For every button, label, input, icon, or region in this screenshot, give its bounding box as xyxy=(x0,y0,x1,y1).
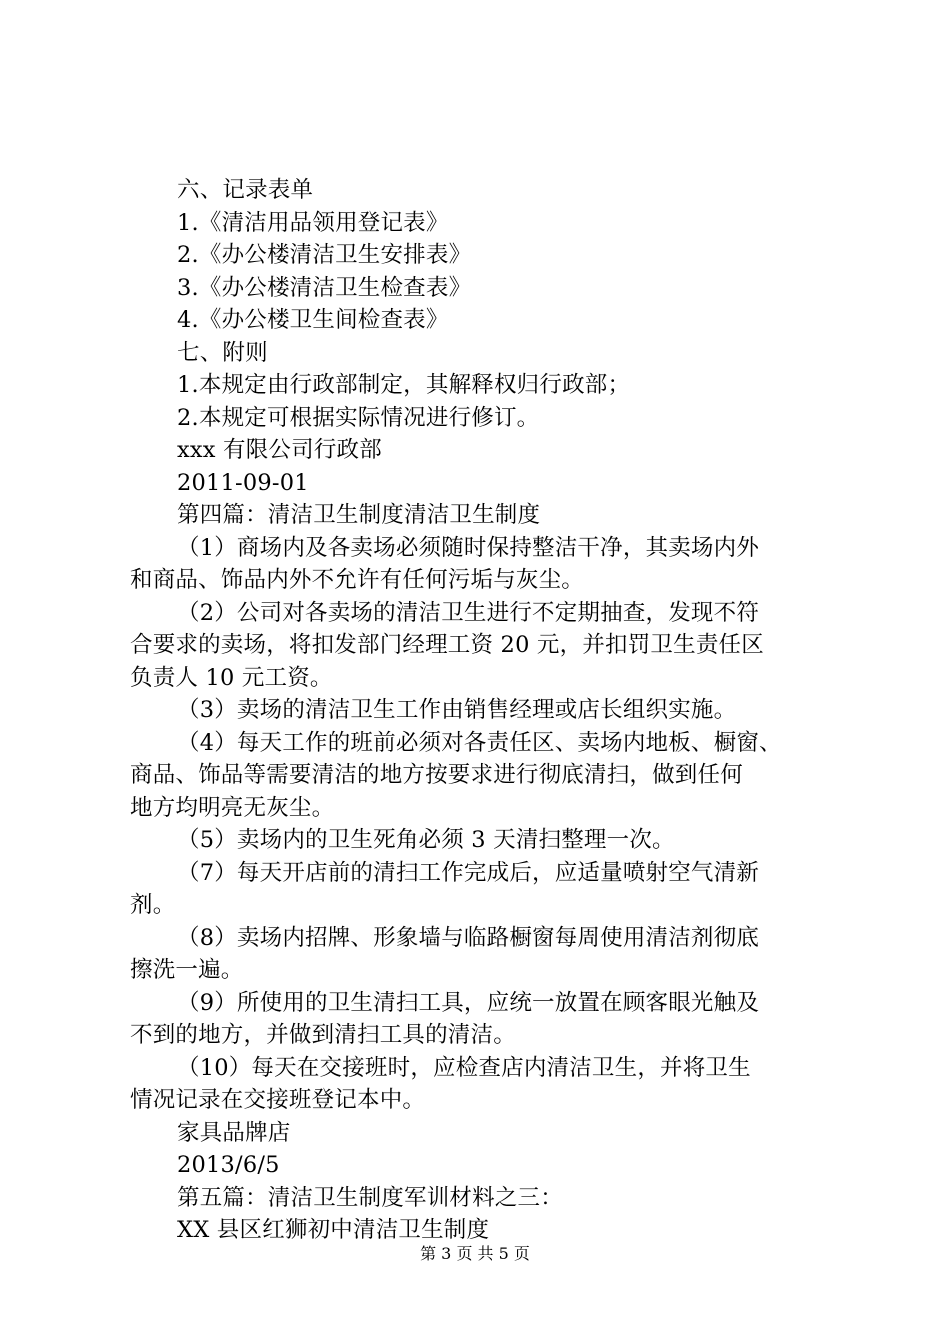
document-line: （1）商场内及各卖场必须随时保持整洁干净，其卖场内外 xyxy=(177,534,760,561)
document-line: （8）卖场内招牌、形象墙与临路橱窗每周使用清洁剂彻底 xyxy=(177,924,760,951)
document-line: 擦洗一遍。 xyxy=(130,957,244,983)
document-line: XX 县区红狮初中清洁卫生制度 xyxy=(177,1217,490,1243)
document-line: （3）卖场的清洁卫生工作由销售经理或店长组织实施。 xyxy=(177,697,737,723)
document-line: xxx 有限公司行政部 xyxy=(177,437,382,463)
document-line: 3.《办公楼清洁卫生检查表》 xyxy=(177,274,472,301)
document-line: （9）所使用的卫生清扫工具，应统一放置在顾客眼光触及 xyxy=(177,989,760,1016)
document-line: 情况记录在交接班登记本中。 xyxy=(130,1087,426,1113)
document-line: （10）每天在交接班时，应检查店内清洁卫生，并将卫生 xyxy=(177,1054,751,1081)
document-line: 地方均明亮无灰尘。 xyxy=(130,794,335,821)
document-line: 剂。 xyxy=(130,892,176,918)
document-line: （2）公司对各卖场的清洁卫生进行不定期抽查，发现不符 xyxy=(177,599,760,626)
document-line: 和商品、饰品内外不允许有任何污垢与灰尘。 xyxy=(130,567,585,593)
document-line: （4）每天工作的班前必须对各责任区、卖场内地板、橱窗、 xyxy=(177,729,782,756)
document-line: 六、记录表单 xyxy=(177,177,314,203)
document-line: 合要求的卖场，将扣发部门经理工资 20 元，并扣罚卫生责任区 xyxy=(130,632,764,658)
document-line: 2.《办公楼清洁卫生安排表》 xyxy=(177,242,472,268)
document-line: 1.《清洁用品领用登记表》 xyxy=(177,209,449,236)
document-body xyxy=(130,174,840,1247)
document-line: 2011-09-01 xyxy=(177,469,309,496)
document-line: （7）每天开店前的清扫工作完成后，应适量喷射空气清新 xyxy=(177,859,760,886)
document-line: 家具品牌店 xyxy=(177,1119,291,1146)
document-line: 第五篇：清洁卫生制度军训材料之三： xyxy=(177,1184,563,1211)
document-line: 2.本规定可根据实际情况进行修订。 xyxy=(177,404,540,431)
document-line: 不到的地方，并做到清扫工具的清洁。 xyxy=(130,1022,516,1048)
document-line: （5）卖场内的卫生死角必须 3 天清扫整理一次。 xyxy=(177,827,675,853)
document-line: 第四篇：清洁卫生制度清洁卫生制度 xyxy=(177,502,541,528)
document-line: 七、附则 xyxy=(177,339,268,366)
page-footer: 第 3 页 共 5 页 xyxy=(420,1244,530,1263)
document-line: 4.《办公楼卫生间检查表》 xyxy=(177,307,449,333)
document-line: 2013/6/5 xyxy=(177,1152,280,1178)
document-line: 商品、饰品等需要清洁的地方按要求进行彻底清扫，做到任何 xyxy=(130,762,743,788)
document-line: 1.本规定由行政部制定，其解释权归行政部； xyxy=(177,372,631,398)
document-line: 负责人 10 元工资。 xyxy=(130,664,333,691)
